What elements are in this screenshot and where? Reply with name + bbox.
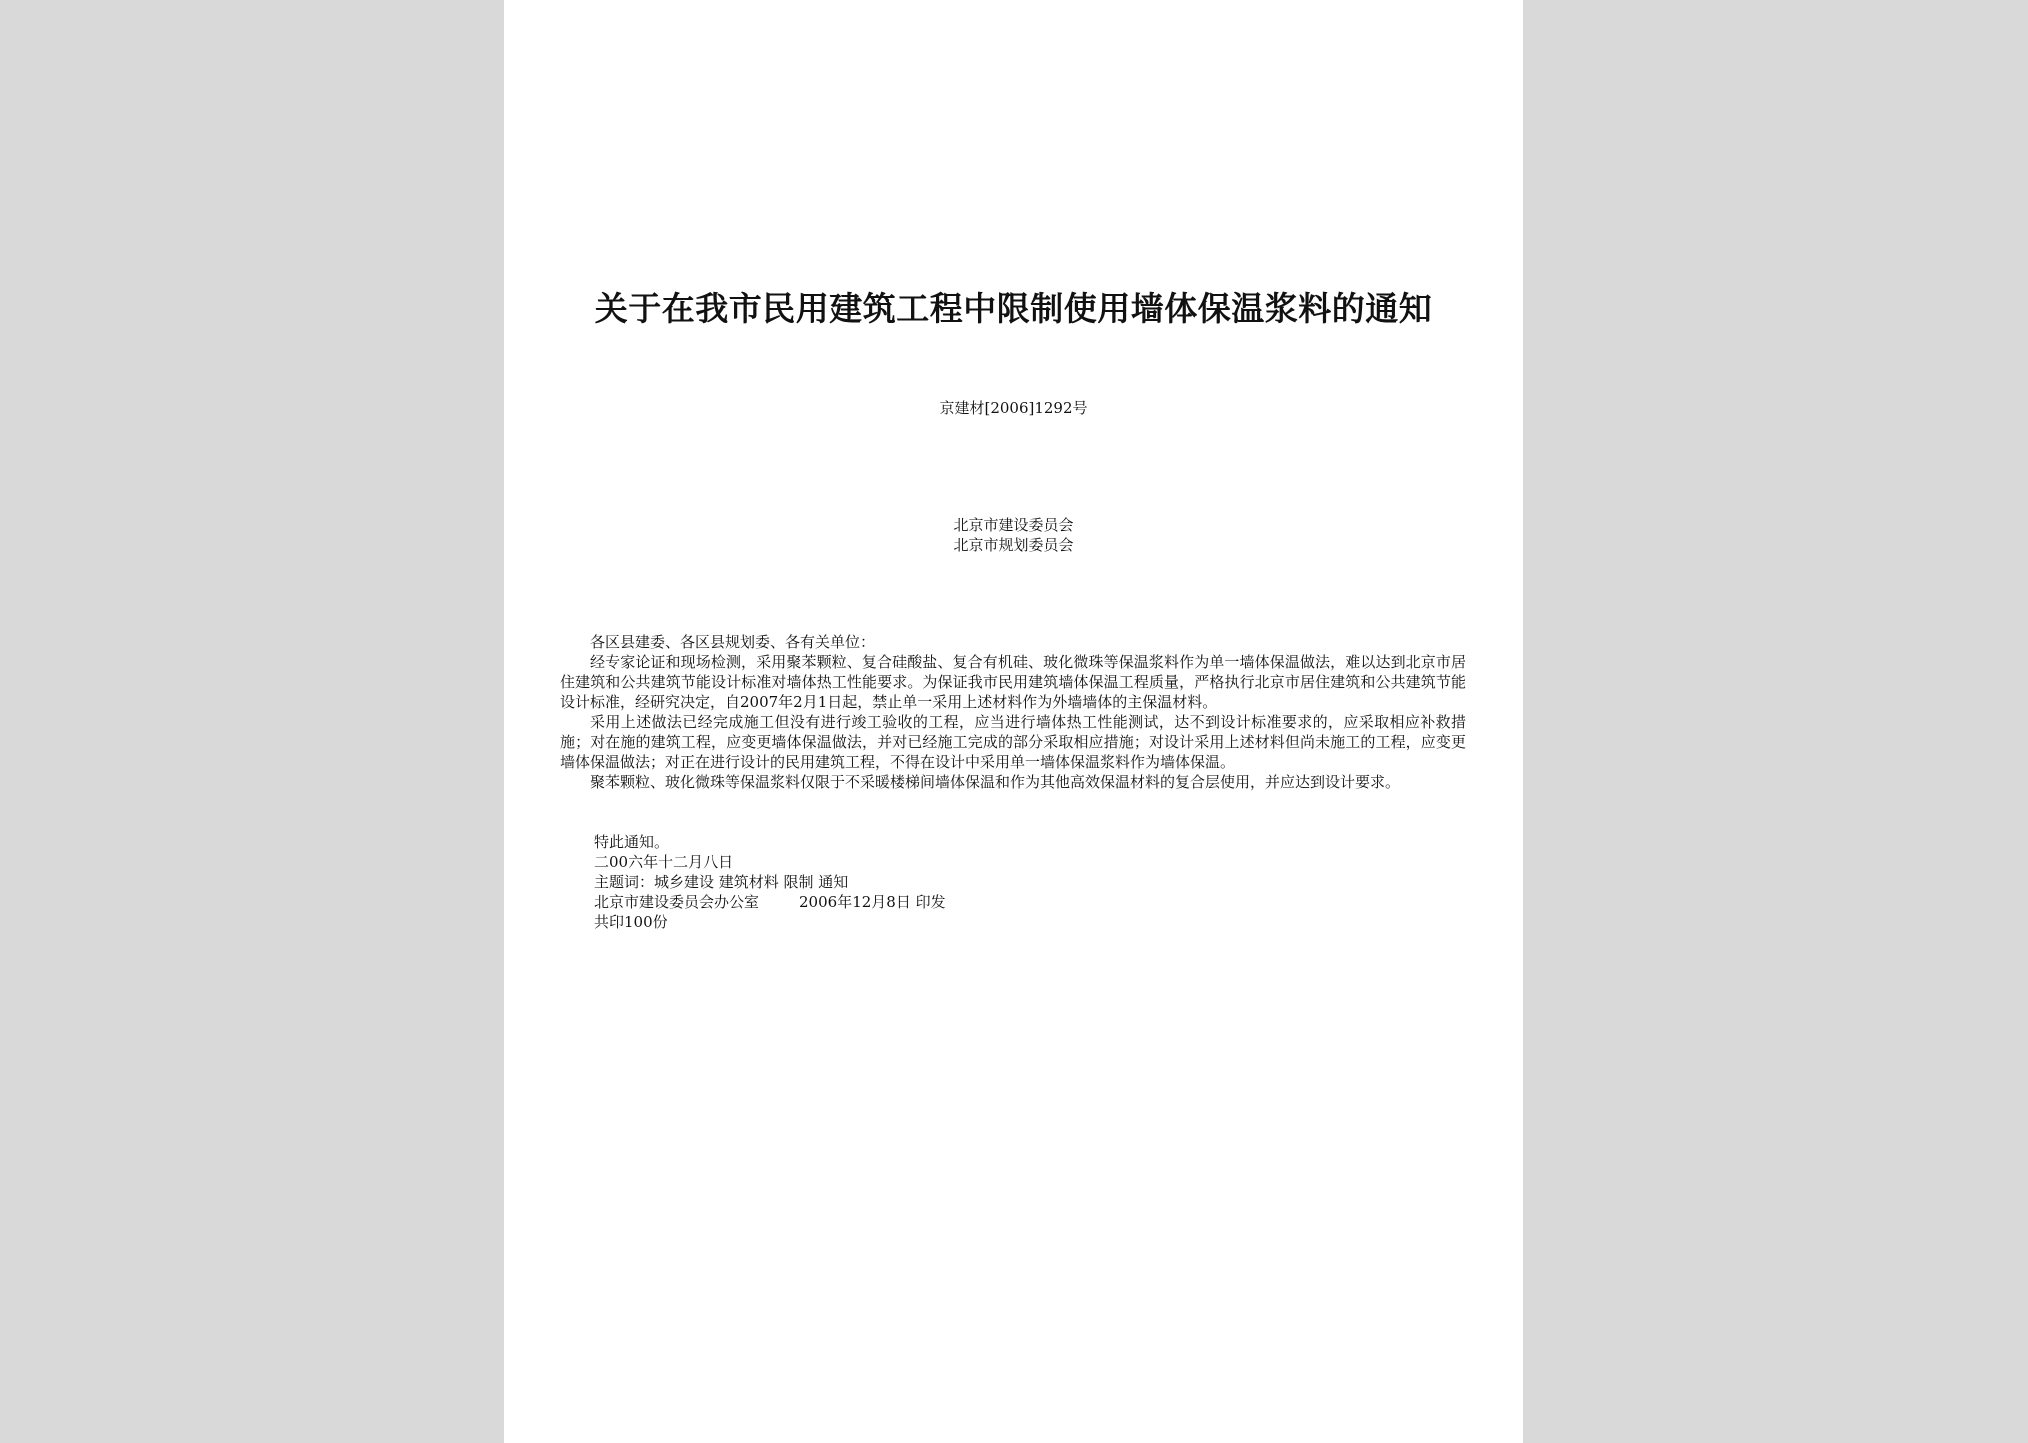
- document-footer: [594, 832, 1464, 932]
- closing-line: 特此通知。: [594, 833, 670, 851]
- body-paragraph: 经专家论证和现场检测，采用聚苯颗粒、复合硅酸盐、复合有机硅、玻化微珠等保温浆料作为单一墙体保温做法，难以达到北京市居住建筑和公共建筑节能设计标准对墙体热工性能要求。为保证我市民用建筑墙体保温工程质量，严格执行北京市居住建筑和公共建筑节能设计标准，经研究决定，自2007年2月1日起，禁止单一采用上述材料作为外墙墙体的主保温材料。: [560, 653, 1466, 711]
- issuer-block: [504, 515, 1523, 555]
- print-info-line: [594, 892, 1464, 912]
- body-paragraph: 聚苯颗粒、玻化微珠等保温浆料仅限于不采暖楼梯间墙体保温和作为其他高效保温材料的复合层使用，并应达到设计要求。: [590, 773, 1401, 791]
- keywords-line: 主题词：城乡建设 建筑材料 限制 通知: [594, 873, 849, 891]
- issuer-construction-committee: 北京市建设委员会: [953, 516, 1074, 534]
- document-page: [504, 0, 1523, 1443]
- document-number: 京建材[2006]1292号: [939, 399, 1088, 417]
- salutation: 各区县建委、各区县规划委、各有关单位：: [590, 633, 876, 651]
- document-body: [560, 632, 1466, 792]
- issue-date: 二00六年十二月八日: [594, 853, 734, 871]
- body-paragraph: 采用上述做法已经完成施工但没有进行竣工验收的工程，应当进行墙体热工性能测试，达不到设计标准要求的，应采取相应补救措施；对在施的建筑工程，应变更墙体保温做法，并对已经施工完成的部分采取相应措施；对设计采用上述材料但尚未施工的工程，应变更墙体保温做法；对正在进行设计的民用建筑工程，不得在设计中采用单一墙体保温浆料作为墙体保温。: [560, 713, 1466, 771]
- issuing-office: 北京市建设委员会办公室: [594, 893, 760, 911]
- issuer-planning-committee: 北京市规划委员会: [953, 536, 1074, 554]
- document-title: 关于在我市民用建筑工程中限制使用墙体保温浆料的通知: [594, 289, 1433, 328]
- copies-line: 共印100份: [594, 913, 668, 931]
- print-date: 2006年12月8日 印发: [799, 893, 946, 911]
